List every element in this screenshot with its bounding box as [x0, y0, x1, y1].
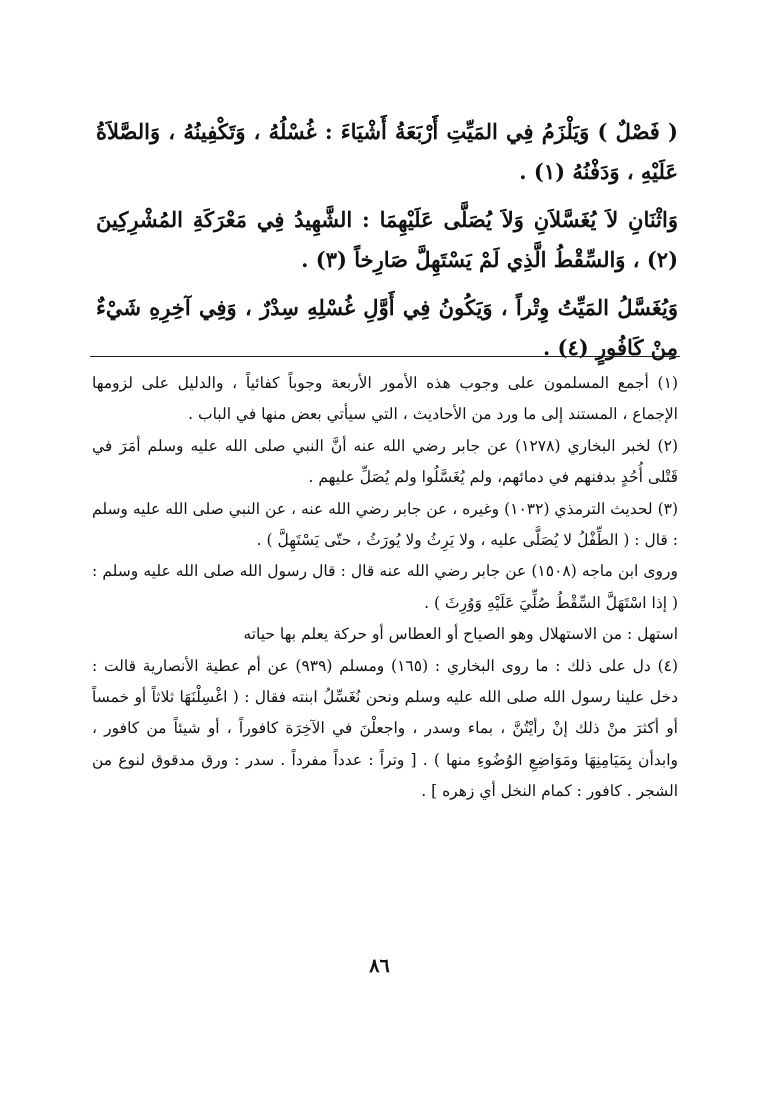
footnote: وروى ابن ماجه (١٥٠٨) عن جابر رضي الله عنه قال : قال رسول الله صلى الله عليه وسلم : ( إذا اسْتَهَلَّ السِّقْطُ صُلِّيَ عَلَيْهِ وَوُرِثَ ) .	[92, 562, 678, 612]
footnote: (٤) دل على ذلك : ما روى البخاري : (١٦٥) ومسلم (٩٣٩) عن أم عطية الأنصارية قالت : دخل علينا رسول الله صلى الله عليه وسلم ونحن نُغَسِّلُ ابنته فقال : ( اغْسِلْنَهَا ثلاثاً أو خمساً أو أكثرَ منْ ذلك إنْ رأيْتُنَّ ، بماء وسدر ، واجعلْنَ في الآخِرَة كافوراً ، أو شيئاً من كافور ، وابدأن بِمَيَامِنِهَا ومَوَاضِعِ الوُضُوءِ منها ) . [ وتراً : عدداً مفرداً . سدر : ورق مدقوق لنوع من الشجر . كافور : كمام النخل أي زهره ] .	[92, 656, 679, 801]
footnotes	[92, 368, 678, 808]
footnote: (٢) لخبر البخاري (١٢٧٨) عن جابر رضي الله عنه أنَّ النبي صلى الله عليه وسلم أمَرَ في قَتْلى أُحُدٍ بدفنهم في دمائهم، ولم يُغَسَّلُوا ولم يُصَلِّ عليهم .	[92, 436, 678, 487]
page-number: ٨٦	[369, 955, 390, 977]
footnote: استهل : من الاستهلال وهو الصياح أو العطاس أو حركة يعلم بها حياته	[243, 625, 678, 644]
main-paragraph: ( فَصْلٌ ) وَيَلْزَمُ فِي المَيِّتِ أَرْبَعَةُ أَشْيَاءَ : غُسْلُهُ ، وَتَكْفِينُهُ ، وَالصَّلاَةُ عَلَيْهِ ، وَدَفْنُهُ (١) .	[96, 119, 678, 184]
main-text	[96, 112, 678, 376]
footnote: (١) أجمع المسلمون على وجوب هذه الأمور الأربعة وجوباً كفائياً ، والدليل على لزومها الإجماع ، المستند إلى ما ورد من الأحاديث ، التي سيأتي بعض منها في الباب .	[92, 374, 678, 424]
footnote: (٣) لحديث الترمذي (١٠٣٢) وغيره ، عن جابر رضي الله عنه ، عن النبي صلى الله عليه وسلم : قال : ( الطِّفْلُ لا يُصَلَّى عليه ، ولا يَرِثُ ولا يُورَثُ ، حتّى يَسْتَهِلَّ ) .	[92, 499, 679, 550]
main-paragraph: وَاثْنَانِ لاَ يُغَسَّلاَنِ وَلاَ يُصَلَّى عَلَيْهِمَا : الشَّهِيدُ فِي مَعْرَكَةِ المُشْرِكِينَ (٢) ، وَالسِّقْطُ الَّذِي لَمْ يَسْتَهِلَّ صَارِخاً (٣) .	[96, 207, 678, 272]
footnote-separator	[90, 356, 680, 357]
main-paragraph: وَيُغَسَّلُ المَيِّتُ وِتْراً ، وَيَكُونُ فِي أَوَّلِ غُسْلِهِ سِدْرٌ ، وَفِي آخِرِهِ شَيْءٌ مِنْ كَافُورٍ (٤) .	[96, 295, 678, 360]
